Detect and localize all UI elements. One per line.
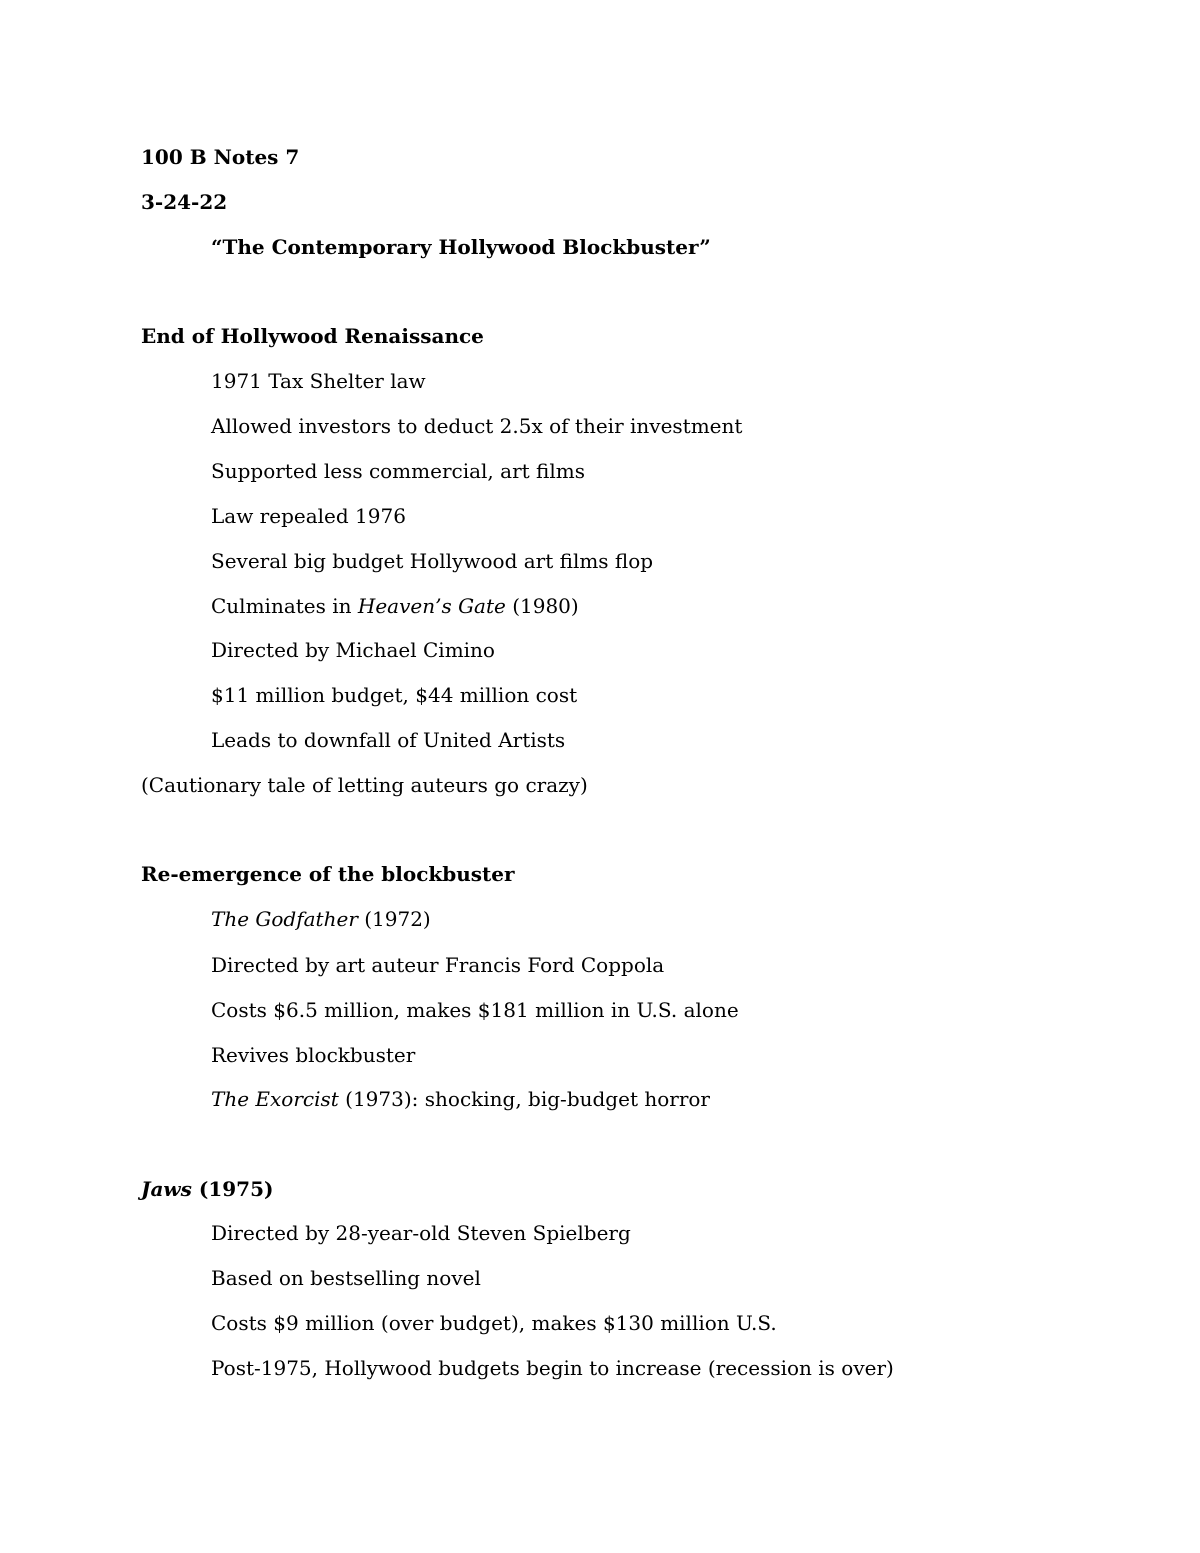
film-title-godfather: The Godfather: [211, 907, 358, 931]
list-item: Costs $9 million (over budget), makes $130 million U.S.: [211, 1311, 777, 1335]
film-title-exorcist: The Exorcist: [211, 1087, 339, 1111]
list-item: Costs $6.5 million, makes $181 million in U.S. alone: [211, 998, 739, 1022]
list-item: 1971 Tax Shelter law: [211, 369, 426, 393]
exorcist-suffix: (1973): shocking, big-budget horror: [338, 1087, 710, 1111]
list-item: Directed by Michael Cimino: [211, 638, 495, 662]
list-item: Directed by art auteur Francis Ford Coppola: [211, 953, 665, 977]
list-item: Post-1975, Hollywood budgets begin to increase (recession is over): [211, 1356, 894, 1380]
list-item: Allowed investors to deduct 2.5x of their investment: [211, 414, 743, 438]
culminates-suffix: (1980): [505, 594, 579, 618]
list-item-culminates: [211, 593, 579, 619]
list-item-godfather: [211, 906, 431, 932]
list-item: Several big budget Hollywood art films flop: [211, 549, 654, 573]
list-item: Law repealed 1976: [211, 504, 406, 528]
list-item: Revives blockbuster: [211, 1043, 416, 1067]
doc-title: 100 B Notes 7: [141, 145, 300, 169]
film-title-heavens-gate: Heaven’s Gate: [357, 594, 506, 618]
lecture-title: “The Contemporary Hollywood Blockbuster”: [211, 235, 711, 259]
doc-date: 3-24-22: [141, 190, 228, 214]
list-item: Directed by 28-year-old Steven Spielberg: [211, 1221, 631, 1245]
cautionary-note: (Cautionary tale of letting auteurs go crazy): [141, 773, 588, 797]
list-item: Leads to downfall of United Artists: [211, 728, 566, 752]
list-item: $11 million budget, $44 million cost: [211, 683, 578, 707]
section-heading-renaissance: End of Hollywood Renaissance: [141, 324, 484, 348]
culminates-prefix: Culminates in: [211, 594, 358, 618]
godfather-suffix: (1972): [357, 907, 431, 931]
film-title-jaws: Jaws: [141, 1177, 192, 1201]
list-item: Based on bestselling novel: [211, 1266, 481, 1290]
list-item: Supported less commercial, art films: [211, 459, 585, 483]
list-item-exorcist: [211, 1086, 710, 1112]
section-heading-jaws: [141, 1176, 273, 1202]
section-heading-blockbuster: Re-emergence of the blockbuster: [141, 862, 515, 886]
jaws-heading-suffix: (1975): [191, 1177, 274, 1201]
